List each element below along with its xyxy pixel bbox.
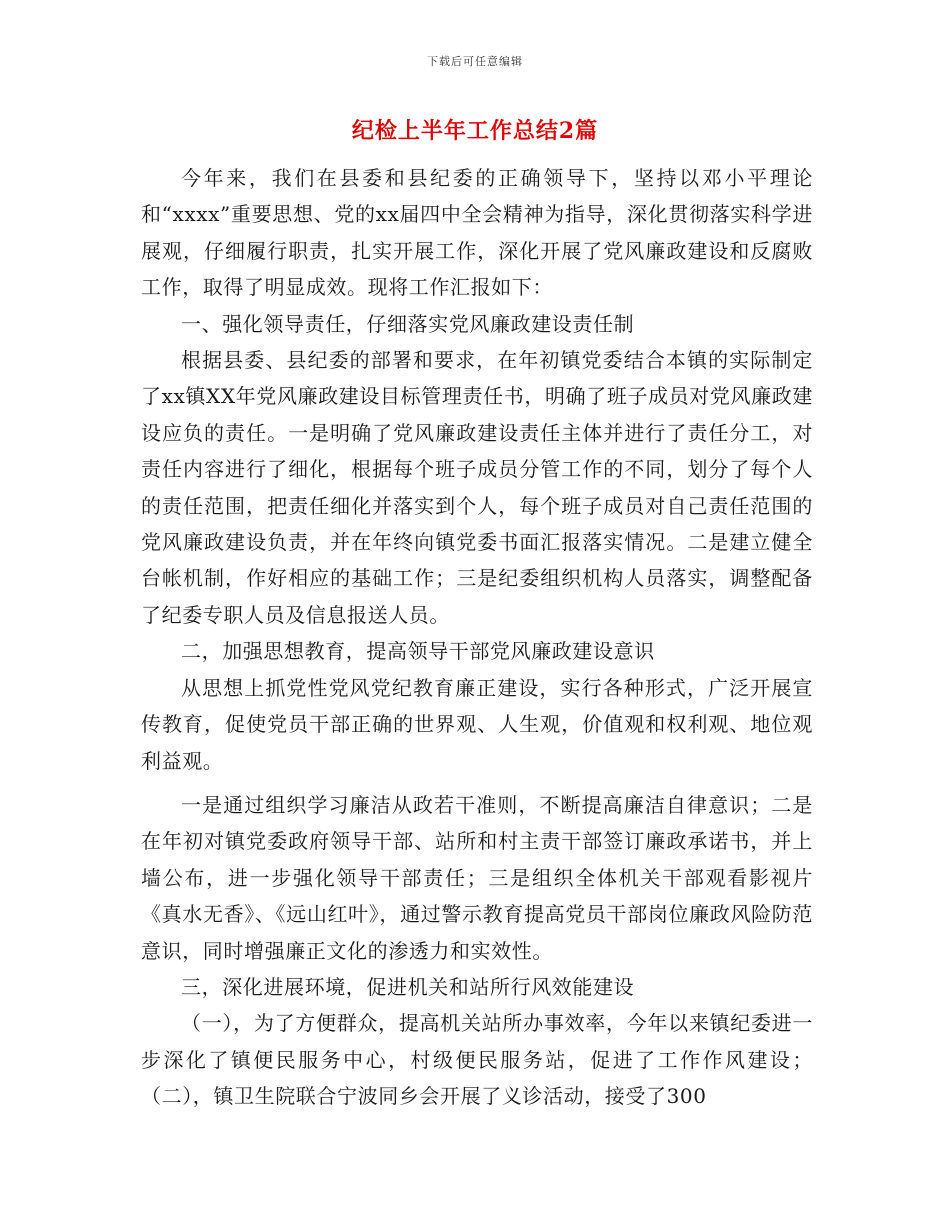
section-heading-1: 一、强化领导责任，仔细落实党风廉政建设责任制 (181, 311, 635, 336)
document-body (141, 160, 813, 1115)
paragraph-intro: 今年来，我们在县委和县纪委的正确领导下，坚持以邓小平理论和“xxxx”重要思想、党的xx届四中全会精神为指导，深化贯彻落实科学进展观，仔细履行职责，扎实开展工作，深化开展了党风廉政建设和反腐败工作，取得了明显成效。现将工作汇报如下： (141, 166, 813, 300)
paragraph-section-2b: 一是通过组织学习廉洁从政若干准则，不断提高廉洁自律意识；二是在年初对镇党委政府领导干部、站所和村主责干部签订廉政承诺书，并上墙公布，进一步强化领导干部责任；三是组织全体机关干部观看影视片《真水无香》、《远山红叶》，通过警示教育提高党员干部岗位廉政风险防范意识，同时增强廉正文化的渗透力和实效性。 (141, 792, 813, 963)
paragraph-section-1: 根据县委、县纪委的部署和要求，在年初镇党委结合本镇的实际制定了xx镇XX年党风廉政建设目标管理责任书，明确了班子成员对党风廉政建设应负的责任。一是明确了党风廉政建设责任主体并进行了责任分工，对责任内容进行了细化，根据每个班子成员分管工作的不同，划分了每个人的责任范围，把责任细化并落实到个人，每个班子成员对自己责任范围的党风廉政建设负责，并在年终向镇党委书面汇报落实情况。二是建立健全台帐机制，作好相应的基础工作；三是纪委组织机构人员落实，调整配备了纪委专职人员及信息报送人员。 (141, 348, 813, 627)
section-heading-3: 三，深化进展环境，促进机关和站所行风效能建设 (181, 974, 635, 999)
section-heading-2: 二，加强思想教育，提高领导干部党风廉政建设意识 (181, 639, 655, 664)
header-note: 下载后可任意编辑 (427, 55, 523, 68)
document-title: 纪检上半年工作总结2篇 (351, 118, 599, 144)
paragraph-section-2a: 从思想上抓党性党风党纪教育廉正建设，实行各种形式，广泛开展宣传教育，促使党员干部正确的世界观、人生观，价值观和权利观、地位观利益观。 (141, 675, 813, 773)
paragraph-section-3: （一），为了方便群众，提高机关站所办事效率，今年以来镇纪委进一步深化了镇便民服务中心，村级便民服务站，促进了工作作风建设；（二），镇卫生院联合宁波同乡会开展了义诊活动，接受了300 (141, 1011, 813, 1109)
